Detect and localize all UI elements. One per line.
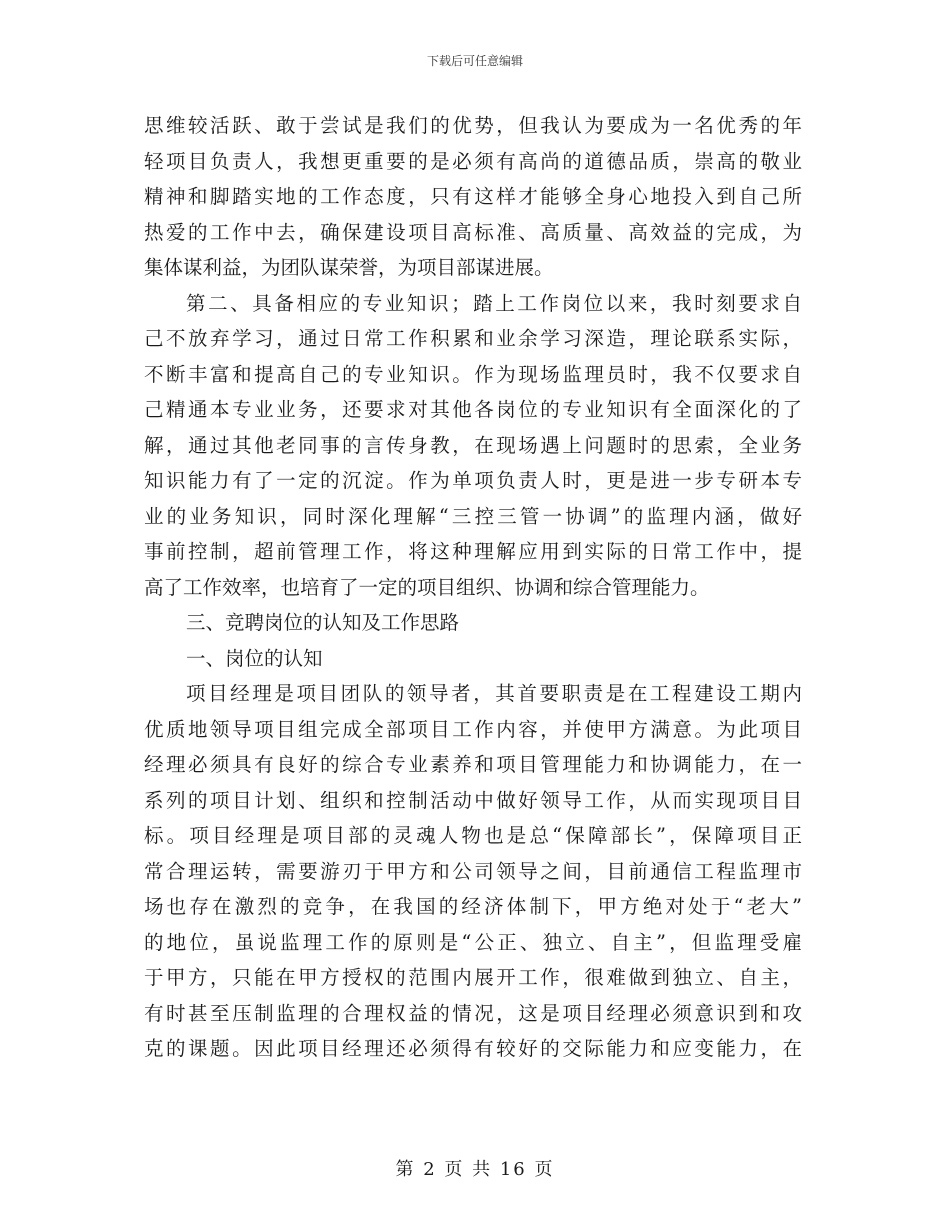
text-line: 不断丰富和提高自己的专业知识。作为现场监理员时，我不仅要求自: [144, 362, 802, 386]
text-line: 标。项目经理是项目部的灵魂人物也是总“保障部长”，保障项目正: [144, 824, 802, 847]
text-line: 集体谋利益，为团队谋荣誉，为项目部谋进展。: [144, 256, 554, 279]
text-line: 己不放弃学习，通过日常工作积累和业余学习深造，理论联系实际，: [144, 327, 802, 350]
text-line: 精神和脚踏实地的工作态度，只有这样才能够全身心地投入到自己所: [144, 185, 802, 208]
text-line: 知识能力有了一定的沉淀。作为单项负责人时，更是进一步专研本专: [144, 469, 802, 492]
text-line: 第二、具备相应的专业知识；踏上工作岗位以来，我时刻要求自: [186, 291, 802, 315]
text-line: 三、竞聘岗位的认知及工作思路: [186, 611, 460, 634]
text-line: 项目经理是项目团队的领导者，其首要职责是在工程建设工期内: [186, 682, 802, 705]
text-line: 系列的项目计划、组织和控制活动中做好领导工作，从而实现项目目: [144, 788, 802, 812]
text-line: 轻项目负责人，我想更重要的是必须有高尚的道德品质，崇高的敬业: [144, 149, 802, 173]
text-line: 热爱的工作中去，确保建设项目高标准、高质量、高效益的完成，为: [144, 220, 802, 244]
text-line: 解，通过其他老同事的言传身教，在现场遇上问题时的思索，全业务: [144, 433, 802, 457]
text-line: 场也存在激烈的竞争，在我国的经济体制下，甲方绝对处于“老大”: [144, 895, 802, 918]
text-line: 高了工作效率，也培育了一定的项目组织、协调和综合管理能力。: [144, 575, 710, 599]
text-line: 的地位，虽说监理工作的原则是“公正、独立、自主”，但监理受雇: [144, 930, 802, 954]
text-line: 己精通本专业业务，还要求对其他各岗位的专业知识有全面深化的了: [144, 398, 802, 421]
text-line: 一、岗位的认知: [186, 646, 323, 670]
text-line: 经理必须具有良好的综合专业素养和项目管理能力和协调能力，在一: [144, 753, 802, 776]
text-line: 常合理运转，需要游刃于甲方和公司领导之间，目前通信工程监理市: [144, 859, 802, 883]
page-header-note: 下载后可任意编辑: [426, 54, 523, 68]
document-body: [144, 108, 802, 1067]
text-line: 业的业务知识，同时深化理解“三控三管一协调”的监理内涵，做好: [144, 504, 802, 528]
text-line: 事前控制，超前管理工作，将这种理解应用到实际的日常工作中，提: [144, 540, 802, 563]
text-line: 优质地领导项目组完成全部项目工作内容，并使甲方满意。为此项目: [144, 717, 802, 741]
text-line: 于甲方，只能在甲方授权的范围内展开工作，很难做到独立、自主，: [144, 966, 802, 989]
text-line: 思维较活跃、敢于尝试是我们的优势，但我认为要成为一名优秀的年: [144, 114, 802, 137]
text-line: 有时甚至压制监理的合理权益的情况，这是项目经理必须意识到和攻: [144, 1001, 802, 1025]
page-number: 第 2 页 共 16 页: [395, 1159, 555, 1180]
text-line: 克的课题。因此项目经理还必须得有较好的交际能力和应变能力，在: [144, 1037, 802, 1060]
